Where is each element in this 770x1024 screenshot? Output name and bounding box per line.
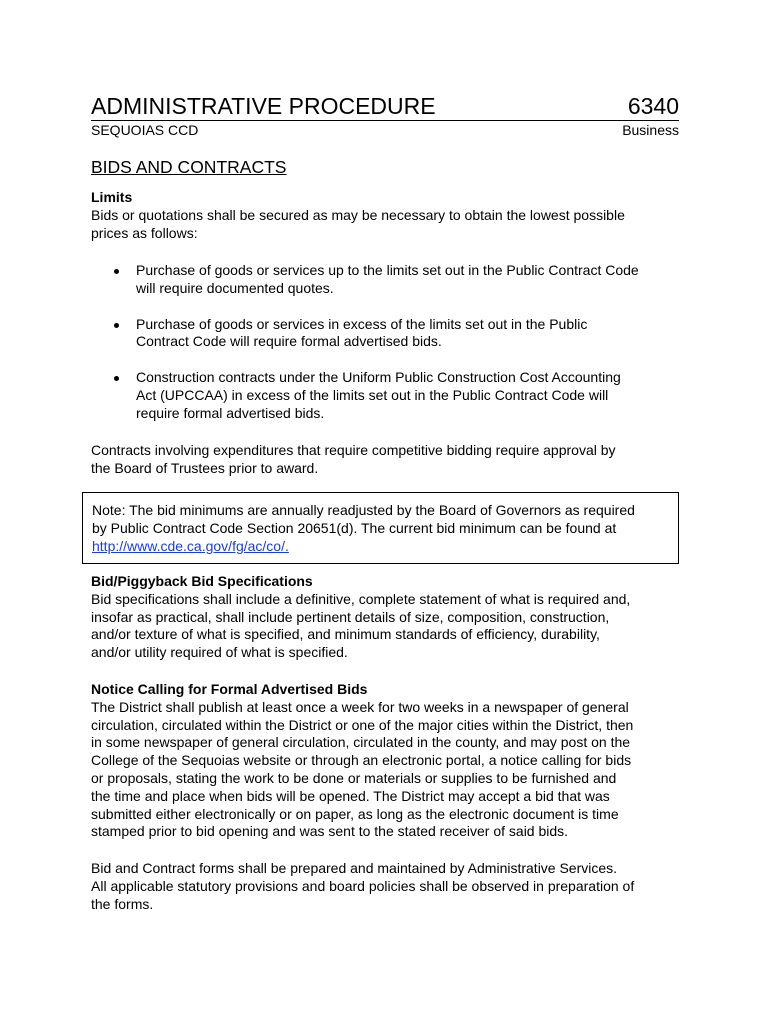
note-box — [82, 492, 679, 564]
notice-line: in some newspaper of general circulation, circulated in the county, and may post on the — [91, 734, 631, 751]
notice-line: stamped prior to bid opening and was sent to the stated receiver of said bids. — [91, 823, 569, 840]
cde-link[interactable]: http://www.cde.ca.gov/fg/ac/co/. — [92, 537, 289, 554]
forms-line: the forms. — [91, 895, 154, 912]
procedure-category: Business — [622, 122, 679, 138]
bullet-text-line: Purchase of goods or services up to the limits set out in the Public Contract Code — [136, 262, 639, 278]
notice-line: submitted either electronically or on paper, as long as the electronic document is time — [91, 805, 619, 822]
limits-intro-line: Bids or quotations shall be secured as may be necessary to obtain the lowest possible — [91, 206, 625, 223]
procedure-header — [91, 92, 679, 121]
limits-section — [91, 189, 679, 242]
specifications-section — [91, 573, 679, 662]
bullet-text-line: require formal advertised bids. — [136, 404, 325, 421]
limits-heading: Limits — [91, 189, 133, 205]
notice-heading: Notice Calling for Formal Advertised Bids — [91, 681, 368, 697]
approval-line: Contracts involving expenditures that require competitive bidding require approval by — [91, 442, 616, 458]
procedure-title: ADMINISTRATIVE PROCEDURE — [91, 93, 436, 119]
forms-line: All applicable statutory provisions and board policies shall be observed in preparation of — [91, 877, 635, 894]
approval-line: the Board of Trustees prior to award. — [91, 459, 319, 476]
bullet-text-line: Act (UPCCAA) in excess of the limits set out in the Public Contract Code will — [136, 386, 609, 403]
bullet-text-line: will require documented quotes. — [136, 279, 334, 296]
bullet-icon — [114, 376, 119, 381]
list-item — [91, 262, 666, 298]
limits-intro-line: prices as follows: — [91, 224, 198, 241]
list-item — [91, 316, 666, 352]
procedure-number: 6340 — [627, 93, 679, 119]
specifications-line: and/or utility required of what is specified. — [91, 644, 348, 661]
forms-paragraph — [91, 860, 679, 913]
bullet-text-line: Construction contracts under the Uniform Public Construction Cost Accounting — [136, 369, 621, 386]
document-title: BIDS AND CONTRACTS — [91, 157, 287, 177]
notice-line: circulation, circulated within the District or one of the major cities within the District, then — [91, 716, 634, 733]
list-item — [91, 369, 666, 422]
notice-line: College of the Sequoias website or through an electronic portal, a notice calling for bids — [91, 752, 632, 769]
district-name: SEQUOIAS CCD — [91, 122, 199, 138]
specifications-heading: Bid/Piggyback Bid Specifications — [91, 573, 313, 589]
notice-section — [91, 681, 679, 841]
forms-line: Bid and Contract forms shall be prepared and maintained by Administrative Services. — [91, 860, 618, 876]
limits-bullet-list — [91, 262, 679, 423]
bullet-icon — [114, 269, 119, 274]
specifications-line: Bid specifications shall include a definitive, complete statement of what is required and, — [91, 590, 631, 607]
approval-paragraph — [91, 442, 679, 478]
procedure-subheader — [91, 121, 679, 139]
notice-line: the time and place when bids will be opened. The District may accept a bid that was — [91, 787, 610, 804]
bullet-icon — [114, 323, 119, 328]
note-line: Note: The bid minimums are annually readjusted by the Board of Governors as required — [92, 502, 635, 518]
bullet-text-line: Purchase of goods or services in excess of the limits set out in the Public — [136, 315, 588, 332]
notice-line: or proposals, stating the work to be done or materials or supplies to be furnished and — [91, 769, 617, 786]
specifications-line: and/or texture of what is specified, and minimum standards of efficiency, durability, — [91, 626, 600, 643]
note-line: by Public Contract Code Section 20651(d). The current bid minimum can be found at — [92, 519, 617, 536]
notice-line: The District shall publish at least once a week for two weeks in a newspaper of general — [91, 698, 629, 715]
bullet-text-line: Contract Code will require formal advertised bids. — [136, 333, 442, 350]
specifications-line: insofar as practical, shall include pertinent details of size, composition, construction, — [91, 608, 610, 625]
